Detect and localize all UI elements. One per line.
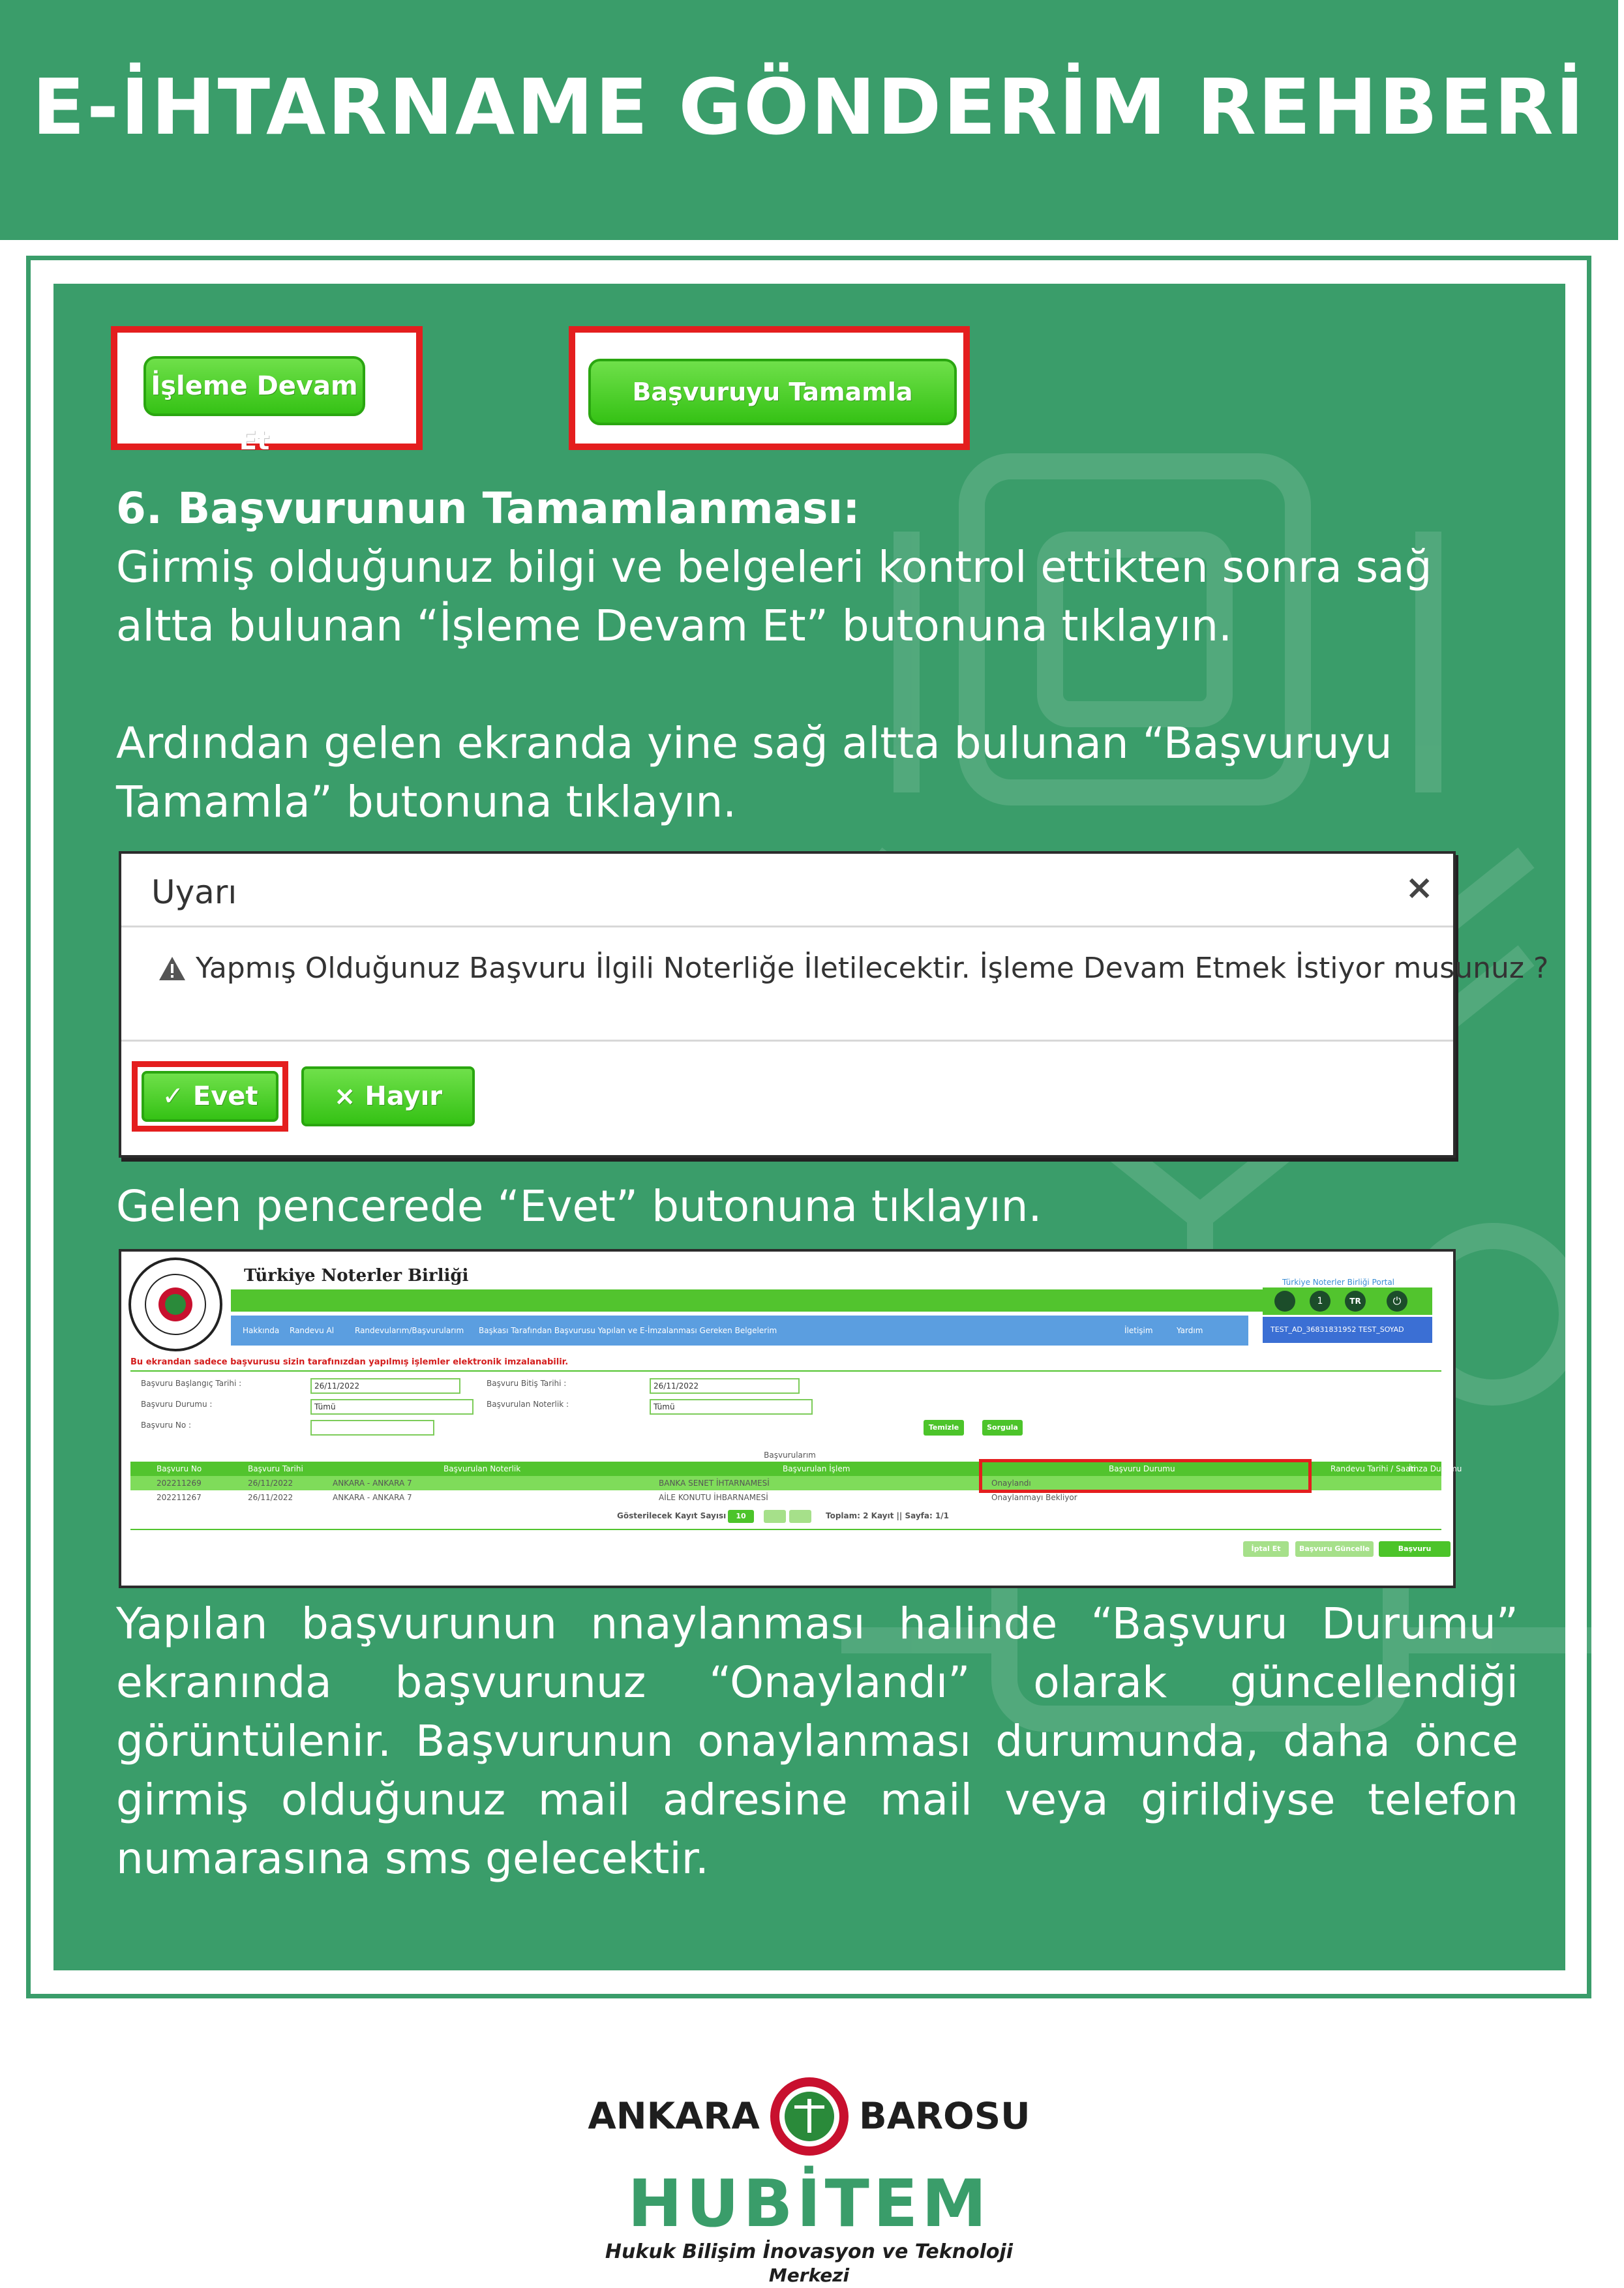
query-button[interactable]: Sorgula bbox=[982, 1420, 1023, 1436]
portal-nav-bar bbox=[231, 1316, 1248, 1346]
notification-badge[interactable]: 1 bbox=[1310, 1291, 1331, 1312]
filter-status-select[interactable]: Tümü bbox=[310, 1399, 474, 1415]
dialog-divider bbox=[121, 926, 1453, 927]
dialog-divider bbox=[121, 1040, 1453, 1042]
language-button[interactable]: TR bbox=[1345, 1291, 1366, 1312]
hubitem-subtitle-line1: Hukuk Bilişim İnovasyon ve Teknoloji bbox=[605, 2240, 1014, 2263]
nav-item-appointment[interactable]: Randevu Al bbox=[290, 1326, 335, 1335]
column-header[interactable]: Randevu Tarihi / Saati bbox=[1331, 1464, 1416, 1473]
continue-button[interactable]: İşleme Devam Et bbox=[143, 356, 365, 416]
table-cell: AİLE KONUTU İHBARNAMESİ bbox=[659, 1493, 768, 1502]
divider bbox=[130, 1370, 1441, 1372]
column-header[interactable]: Başvuru Tarihi bbox=[248, 1464, 303, 1473]
filter-notary-select[interactable]: Tümü bbox=[650, 1399, 813, 1415]
continue-button-highlight bbox=[111, 326, 423, 456]
table-cell: 26/11/2022 bbox=[248, 1493, 293, 1502]
portal-screenshot bbox=[119, 1249, 1462, 1588]
dialog-message-row bbox=[158, 952, 1548, 985]
dialog-message: Yapmış Olduğunuz Başvuru İlgili Noterliğe İletilecektir. İşleme Devam Etmek İstiyor musunuz ? bbox=[196, 952, 1549, 985]
logo-word-left: ANKARA bbox=[588, 2095, 760, 2138]
portal-org-name: Türkiye Noterler Birliği bbox=[244, 1266, 469, 1286]
close-icon[interactable]: × bbox=[1405, 868, 1434, 907]
instruction-paragraph-3: Gelen pencerede “Evet” butonuna tıklayın. bbox=[116, 1181, 1042, 1231]
confirm-dialog bbox=[119, 851, 1549, 1158]
column-header[interactable]: Başvurulan Noterlik bbox=[444, 1464, 521, 1473]
table-cell: ANKARA - ANKARA 7 bbox=[333, 1479, 412, 1488]
ankara-barosu-logo bbox=[0, 2074, 1618, 2159]
pager-summary: Toplam: 2 Kayıt || Sayfa: 1/1 bbox=[826, 1511, 950, 1520]
yes-button[interactable]: ✓ Evet bbox=[142, 1071, 278, 1122]
filter-no-label: Başvuru No : bbox=[141, 1421, 192, 1430]
clear-button[interactable]: Temizle bbox=[924, 1420, 964, 1436]
update-application-button[interactable]: Başvuru Güncelle bbox=[1295, 1541, 1374, 1557]
filter-end-date[interactable]: 26/11/2022 bbox=[650, 1378, 800, 1394]
content-panel bbox=[53, 284, 1565, 1970]
next-page-button[interactable] bbox=[789, 1510, 811, 1523]
cancel-application-button[interactable]: İptal Et bbox=[1243, 1541, 1289, 1557]
user-icon[interactable] bbox=[1274, 1291, 1295, 1312]
page-size-select[interactable]: 10 bbox=[728, 1510, 754, 1523]
hubitem-brand: HUBİTEM bbox=[627, 2165, 991, 2242]
table-title: Başvurularım bbox=[764, 1451, 816, 1460]
instruction-paragraph-4: Yapılan başvurunun nnaylanması halinde “Başvuru Durumu” ekranında başvurunuz “Onaylandı” olarak güncellendiği görüntülenir. Başvurunun onaylanması durumunda, daha önce girmiş olduğunuz mail adresine mail veya girildiyse telefon numarasına sms gelecektir. bbox=[116, 1599, 1518, 1884]
no-button-label: Hayır bbox=[365, 1081, 443, 1111]
instruction-paragraph-2: Ardından gelen ekranda yine sağ altta bulunan “Başvuruyu Tamamla” butonuna tıklayın. bbox=[116, 718, 1392, 827]
yes-button-label: Evet bbox=[192, 1081, 258, 1111]
table-cell: 202211267 bbox=[157, 1493, 202, 1502]
nav-item-help[interactable]: Yardım bbox=[1177, 1326, 1203, 1335]
power-icon[interactable]: ⏻ bbox=[1387, 1291, 1407, 1312]
filter-start-label: Başvuru Başlangıç Tarihi : bbox=[141, 1379, 242, 1388]
page-header bbox=[0, 0, 1618, 240]
user-toolbar bbox=[1263, 1287, 1432, 1315]
portal-caption: Türkiye Noterler Birliği Portal bbox=[1282, 1278, 1395, 1287]
section-heading: 6. Başvurunun Tamamlanması: bbox=[116, 483, 860, 534]
view-application-button[interactable]: Başvuru Görüntüle bbox=[1379, 1541, 1451, 1557]
table-cell: BANKA SENET İHTARNAMESİ bbox=[659, 1479, 770, 1488]
divider bbox=[130, 1529, 1441, 1530]
column-header[interactable]: Başvurulan İşlem bbox=[783, 1464, 850, 1473]
no-button[interactable]: × Hayır bbox=[301, 1066, 475, 1126]
column-header[interactable]: Başvuru No bbox=[157, 1464, 202, 1473]
filter-status-label: Başvuru Durumu : bbox=[141, 1400, 213, 1409]
column-header[interactable]: Başvuru Durumu bbox=[1109, 1464, 1175, 1473]
status-cell: Onaylanmayı Bekliyor bbox=[991, 1493, 1077, 1502]
status-highlight bbox=[979, 1459, 1312, 1493]
notary-union-seal-icon bbox=[127, 1256, 224, 1353]
hubitem-subtitle-line2: Merkezi bbox=[768, 2265, 850, 2286]
warning-triangle-icon bbox=[158, 956, 187, 982]
filter-no-input[interactable] bbox=[310, 1420, 434, 1436]
ankara-barosu-emblem-icon bbox=[767, 2074, 852, 2159]
instruction-paragraph-1: Girmiş olduğunuz bilgi ve belgeleri kontrol ettikten sonra sağ altta bulunan “İşleme Devam Et” butonuna tıklayın. bbox=[116, 542, 1432, 651]
filter-start-date[interactable]: 26/11/2022 bbox=[310, 1378, 460, 1394]
filter-end-label: Başvuru Bitiş Tarihi : bbox=[487, 1379, 567, 1388]
pager-label: Gösterilecek Kayıt Sayısı bbox=[617, 1511, 727, 1520]
portal-top-bar bbox=[231, 1289, 1340, 1312]
complete-application-button[interactable]: Başvuruyu Tamamla bbox=[588, 359, 957, 425]
table-cell: ANKARA - ANKARA 7 bbox=[333, 1493, 412, 1502]
filter-notary-label: Başvurulan Noterlik : bbox=[487, 1400, 569, 1409]
portal-warning: Bu ekrandan sadece başvurusu sizin tarafınızdan yapılmış işlemler elektronik imzalanabilir. bbox=[130, 1357, 569, 1367]
column-header[interactable]: İmza Durumu bbox=[1409, 1464, 1462, 1473]
page-title: E-İHTARNAME GÖNDERİM REHBERİ bbox=[32, 62, 1586, 152]
nav-item-about[interactable]: Hakkında bbox=[243, 1326, 280, 1335]
logo-word-right: BAROSU bbox=[859, 2095, 1030, 2138]
nav-item-contact[interactable]: İletişim bbox=[1124, 1326, 1153, 1335]
dialog-title: Uyarı bbox=[151, 873, 237, 911]
prev-page-button[interactable] bbox=[764, 1510, 786, 1523]
nav-item-pending-signatures[interactable]: Başkası Tarafından Başvurusu Yapılan ve E-İmzalanması Gereken Belgelerim bbox=[479, 1326, 777, 1335]
nav-item-my-applications[interactable]: Randevularım/Başvurularım bbox=[355, 1326, 464, 1335]
complete-button-highlight bbox=[569, 326, 970, 450]
status-cell: Onaylandı bbox=[991, 1479, 1031, 1488]
yes-button-highlight bbox=[132, 1061, 288, 1132]
table-cell: 26/11/2022 bbox=[248, 1479, 293, 1488]
user-name: TEST_AD_36831831952 TEST_SOYAD bbox=[1263, 1317, 1432, 1343]
table-cell: 202211269 bbox=[157, 1479, 202, 1488]
